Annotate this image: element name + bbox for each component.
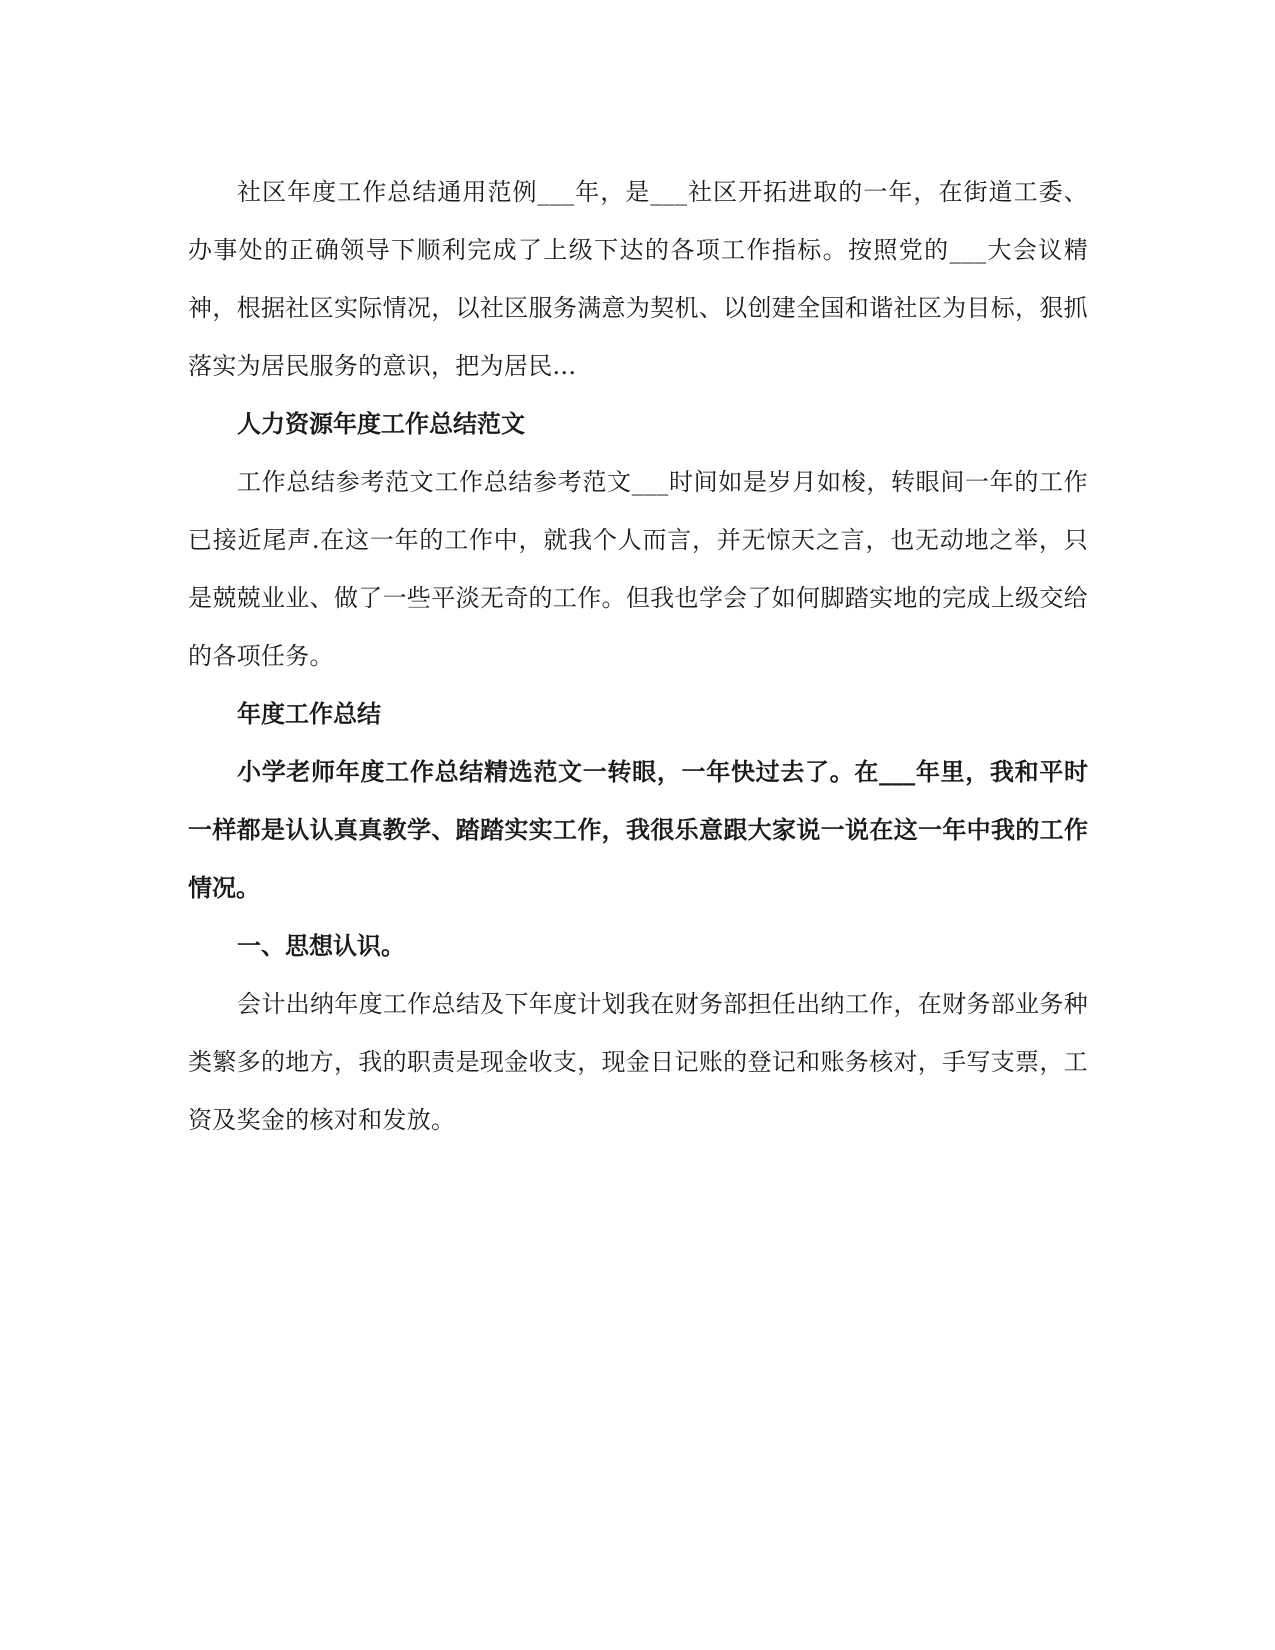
paragraph-community-summary: 社区年度工作总结通用范例___年，是___社区开拓进取的一年，在街道工委、办事处的正确领导下顺利完成了上级下达的各项工作指标。按照党的___大会议精神，根据社区实际情况，以社区服务满意为契机、以创建全国和谐社区为目标，狠抓落实为居民服务的意识，把为居民... (188, 178, 1088, 380)
heading-hr-summary: 人力资源年度工作总结范文 (237, 410, 525, 438)
paragraph-work-summary-reference: 工作总结参考范文工作总结参考范文___时间如是岁月如梭，转眼间一年的工作已接近尾声.在这一年的工作中，就我个人而言，并无惊天之言，也无动地之举，只是兢兢业业、做了一些平淡无奇的工作。但我也学会了如何脚踏实地的完成上级交给的各项任务。 (188, 468, 1088, 670)
heading-annual-summary: 年度工作总结 (237, 700, 381, 728)
heading-ideological-understanding: 一、思想认识。 (237, 932, 405, 960)
paragraph-teacher-summary: 小学老师年度工作总结精选范文一转眼，一年快过去了。在___年里，我和平时一样都是认认真真教学、踏踏实实工作，我很乐意跟大家说一说在这一年中我的工作情况。 (188, 758, 1088, 902)
document-body (188, 163, 1088, 1149)
paragraph-cashier-summary: 会计出纳年度工作总结及下年度计划我在财务部担任出纳工作，在财务部业务种类繁多的地方，我的职责是现金收支，现金日记账的登记和账务核对，手写支票，工资及奖金的核对和发放。 (188, 990, 1088, 1134)
